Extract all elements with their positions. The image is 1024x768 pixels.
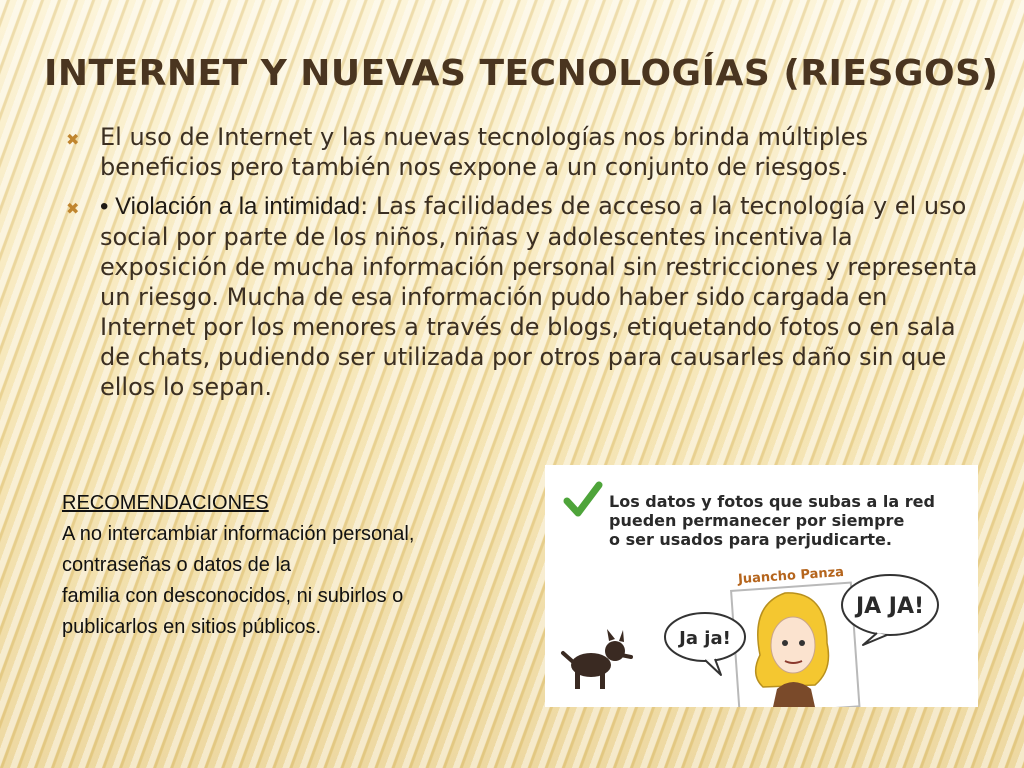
bubble-text-right: JA JA! — [855, 594, 925, 619]
bubble-text-left: Ja ja! — [679, 628, 731, 649]
slide-title: INTERNET Y NUEVAS TECNOLOGÍAS (RIESGOS) — [44, 53, 999, 94]
recommendations-heading: RECOMENDACIONES — [62, 492, 269, 514]
recommendation-line: familia con desconocidos, ni subirlos o — [62, 585, 404, 607]
x-bullet-icon: ✖ — [66, 130, 80, 149]
bullet-item — [62, 122, 982, 182]
cartoon-illustration — [545, 465, 978, 707]
recommendation-line: contraseñas o datos de la — [62, 554, 292, 576]
bullet-list — [62, 122, 982, 411]
recommendation-line: publicarlos en sitios públicos. — [62, 616, 322, 638]
bullet-text: El uso de Internet y las nuevas tecnologías nos brinda múltiples beneficios pero también nos expone a un conjunto de riesgos. — [100, 123, 869, 181]
cartoon-caption-line: o ser usados para perjudicarte. — [609, 530, 892, 549]
bullet-item — [62, 191, 982, 402]
bullet-term: • Violación a la intimidad — [100, 193, 361, 220]
x-bullet-icon: ✖ — [66, 199, 80, 218]
speech-bubble-left — [665, 613, 745, 675]
cartoon-name-label: Juancho Panza — [737, 564, 845, 588]
speech-bubble-right — [842, 575, 938, 645]
bullet-text: : Las facilidades de acceso a la tecnología y el uso social por parte de los niños, niñas y adolescentes incentiva la exposición de mucha información personal sin restricciones y representa un riesgo. Mucha de esa información pudo haber sido cargada en Internet por los menores a través de blogs, etiquetando fotos o en sala de chats, pudiendo ser utilizada por otros para causarles daño sin que ellos lo sepan. — [100, 192, 978, 401]
cartoon-caption-line: Los datos y fotos que subas a la red — [609, 492, 935, 511]
recommendation-line: A no intercambiar información personal, — [62, 523, 415, 545]
dog-figure — [563, 629, 631, 689]
cartoon-caption-line: pueden permanecer por siempre — [609, 511, 905, 530]
recommendations-block — [62, 488, 532, 643]
checkmark-icon — [567, 485, 599, 513]
